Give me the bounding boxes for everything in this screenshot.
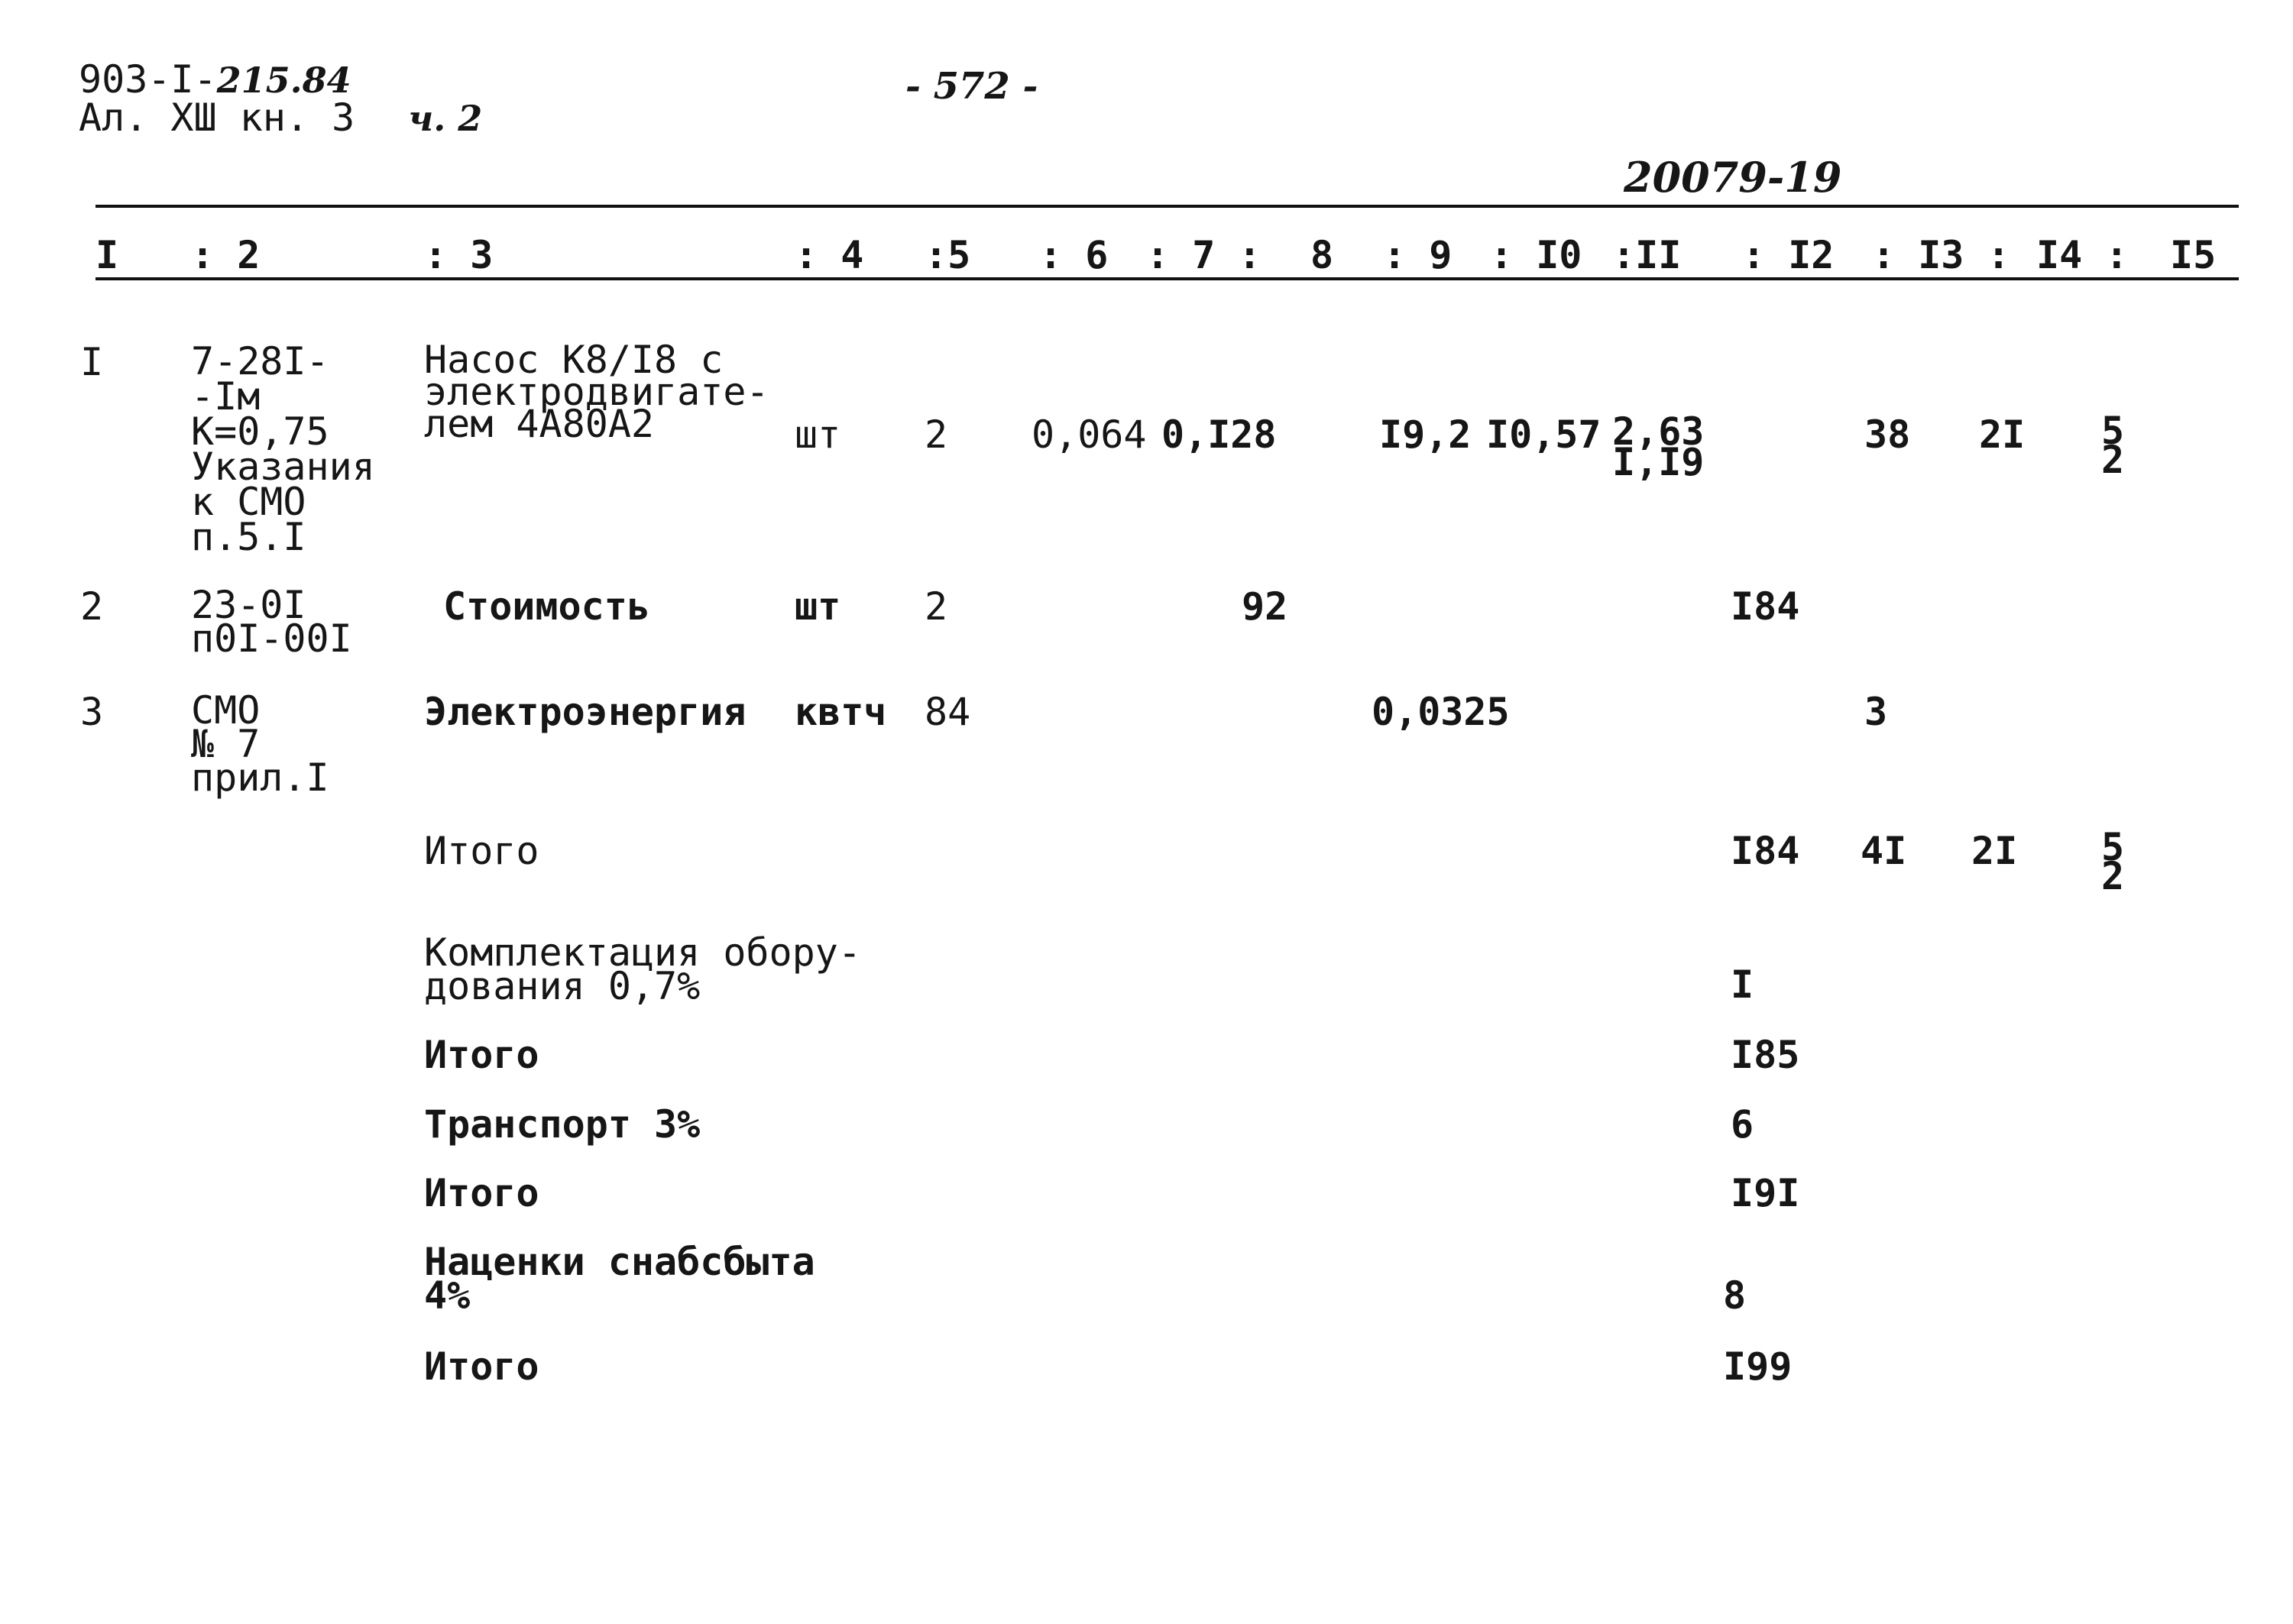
summary-label: Итого — [424, 1171, 539, 1215]
summary-label: Наценки снабсбыта 4% — [424, 1240, 815, 1318]
summary-label: Итого — [424, 1344, 539, 1389]
summary-col12: 6 — [1731, 1102, 1754, 1147]
column-header: 8 — [1310, 233, 1334, 277]
column-header: I — [96, 233, 119, 277]
column-header: : I2 — [1742, 233, 1835, 277]
header-underline — [96, 277, 2239, 280]
col12-value: I84 — [1731, 584, 1800, 629]
column-header: : 7 : — [1146, 233, 1261, 277]
col10-value: I0,57 — [1486, 412, 1602, 457]
item-name: Стоимость — [443, 584, 650, 629]
summary-col13: 4I — [1861, 829, 1907, 873]
col6-value: 0,064 — [1032, 412, 1147, 457]
summary-label: Итого — [424, 1033, 539, 1077]
col8-value: 92 — [1242, 584, 1288, 629]
col14-value: 2I — [1979, 412, 2026, 457]
summary-label: Комплектация обору- дования 0,7% — [424, 930, 861, 1008]
unit: шт — [795, 584, 841, 629]
rate-code: СМО № 7 прил.I — [191, 688, 329, 800]
top-rule — [96, 205, 2239, 208]
album-book-reference — [79, 95, 483, 140]
summary-col12: I9I — [1731, 1171, 1800, 1215]
summary-col15: 5 2 — [2101, 825, 2125, 898]
rate-code: 23-0I п0I-00I — [191, 583, 352, 661]
row-number: 2 — [80, 584, 104, 629]
summary-label: Итого — [424, 829, 539, 873]
item-name: Насос К8/I8 с электродвигате- лем 4А80А2 — [424, 338, 769, 446]
rate-code: 7-28I- -Iм К=0,75 Указания к СМО п.5.I — [191, 339, 375, 559]
unit: шт — [795, 412, 841, 457]
item-name: Электроэнергия — [424, 690, 747, 734]
column-header: : I0 — [1490, 233, 1582, 277]
column-header: :5 — [925, 233, 971, 277]
col11-value: 2,63 I,I9 — [1612, 409, 1705, 484]
quantity: 2 — [925, 584, 948, 629]
row-number: I — [80, 340, 104, 384]
summary-col12: I — [1731, 962, 1754, 1007]
summary-label: Транспорт 3% — [424, 1102, 701, 1147]
col7-value: 0,I28 — [1161, 412, 1277, 457]
document-code — [79, 57, 351, 102]
column-header: : I3 : — [1872, 233, 2010, 277]
summary-col12: 8 — [1723, 1273, 1747, 1318]
col13-value: 3 — [1864, 690, 1888, 734]
document-code-handwritten: 215.84 — [216, 60, 351, 101]
quantity: 2 — [925, 412, 948, 457]
column-header: : 9 — [1383, 233, 1453, 277]
document-code-printed: 903-I- — [79, 57, 217, 102]
page-number: - 572 - — [905, 65, 1038, 108]
column-header: : 4 — [795, 233, 864, 277]
unit: квтч — [795, 690, 887, 734]
col9-value: I9,2 — [1379, 412, 1472, 457]
column-header: I4 : — [2036, 233, 2129, 277]
summary-col12: I84 — [1731, 829, 1800, 873]
row-number: 3 — [80, 690, 104, 734]
col15-value: 5 2 — [2101, 409, 2125, 482]
column-header: : 3 — [424, 233, 494, 277]
column-header: : 6 — [1039, 233, 1109, 277]
album-book-printed: Ал. XШ кн. 3 — [79, 95, 355, 140]
archive-number: 20079-19 — [1624, 153, 1842, 202]
column-header: I5 — [2170, 233, 2217, 277]
quantity: 84 — [925, 690, 971, 734]
summary-col12: I99 — [1723, 1344, 1793, 1389]
summary-col14: 2I — [1971, 829, 2018, 873]
col9-value: 0,0325 — [1372, 690, 1510, 734]
summary-col12: I85 — [1731, 1033, 1800, 1077]
column-header: :II — [1612, 233, 1682, 277]
col13-value: 38 — [1864, 412, 1911, 457]
part-handwritten: ч. 2 — [408, 98, 483, 139]
column-header: : 2 — [191, 233, 261, 277]
